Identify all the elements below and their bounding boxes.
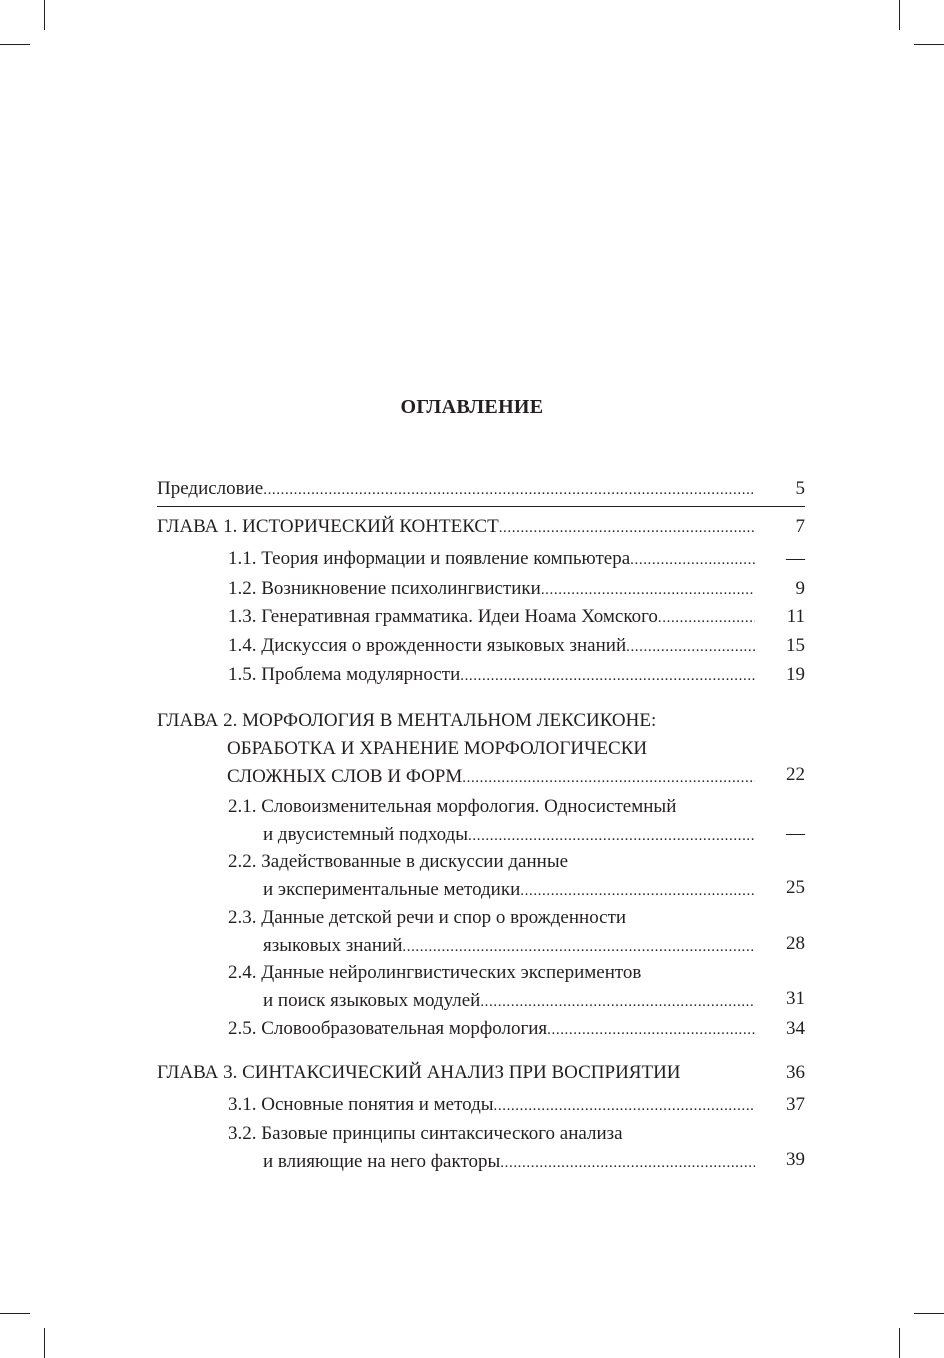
crop-mark (914, 1313, 944, 1314)
leader-dots (630, 546, 755, 573)
toc-entry-text: 2.1. Словоизменительная морфология. Односистемный (228, 796, 677, 817)
leader-dots (462, 764, 755, 791)
page-number: 28 (786, 933, 805, 954)
page-number: 36 (786, 1062, 805, 1083)
toc-entry-section[interactable] (228, 603, 755, 631)
page-number: 15 (786, 635, 805, 656)
crop-mark (0, 1313, 30, 1314)
toc-entry-section[interactable] (228, 904, 755, 960)
toc-entry-section[interactable] (228, 793, 755, 849)
toc-entry-section[interactable] (228, 1120, 755, 1176)
toc-entry-chapter[interactable] (157, 1059, 767, 1087)
toc-entry-section[interactable] (228, 575, 755, 603)
toc-entry-text: ГЛАВА 2. МОРФОЛОГИЯ В МЕНТАЛЬНОМ ЛЕКСИКОНЕ: (157, 710, 657, 731)
leader-dots (547, 1016, 755, 1043)
crop-mark (914, 44, 944, 45)
toc-entry-section[interactable] (228, 1015, 755, 1043)
page-number: — (786, 823, 805, 844)
page-title: ОГЛАВЛЕНИЕ (400, 396, 544, 418)
toc-entry-text: 1.5. Проблема модулярности (228, 664, 461, 685)
crop-mark (899, 1328, 900, 1358)
leader-dots (468, 822, 755, 849)
leader-dots (402, 933, 755, 960)
toc-entry-text: 2.4. Данные нейролингвистических экспериментов (228, 962, 642, 983)
toc-entry-text: 1.3. Генеративная грамматика. Идеи Ноама Хомского (228, 606, 658, 627)
toc-entry-text: СЛОЖНЫХ СЛОВ И ФОРМ (227, 766, 463, 787)
toc-entry-section[interactable] (228, 848, 755, 904)
toc-entry-text: и поиск языковых модулей (263, 990, 481, 1011)
crop-mark (44, 1328, 45, 1358)
toc-entry-text: и двусистемный подходы (263, 824, 469, 845)
toc-entry-text: ГЛАВА 3. СИНТАКСИЧЕСКИЙ АНАЛИЗ ПРИ ВОСПРИЯТИИ (157, 1062, 681, 1083)
crop-mark (44, 0, 45, 30)
toc-entry-text: Предисловие (157, 478, 264, 499)
leader-dots (541, 576, 755, 603)
leader-dots (500, 1149, 755, 1176)
leader-dots (658, 604, 755, 631)
page-number: 9 (795, 578, 805, 599)
toc-entry-text: 1.2. Возникновение психолингвистики (228, 578, 541, 599)
page-number: — (786, 548, 805, 569)
page-number: 5 (795, 478, 805, 499)
page-number: 37 (786, 1094, 805, 1115)
leader-dots (499, 514, 755, 541)
page-number: 11 (786, 606, 805, 627)
leader-dots (626, 633, 755, 660)
toc-entry-text: 1.4. Дискуссия о врожденности языковых знаний (228, 635, 627, 656)
toc-entry-text: ОБРАБОТКА И ХРАНЕНИЕ МОРФОЛОГИЧЕСКИ (227, 738, 648, 759)
toc-entry-text: 3.2. Базовые принципы синтаксического анализа (228, 1123, 623, 1144)
crop-mark (0, 44, 30, 45)
page-number: 39 (786, 1149, 805, 1170)
leader-dots (480, 988, 755, 1015)
crop-mark (899, 0, 900, 30)
leader-dots (520, 877, 755, 904)
page-number: 22 (786, 764, 805, 785)
toc-entry-text: и влияющие на него факторы (263, 1151, 501, 1172)
divider (157, 506, 805, 507)
toc-entry-preface[interactable] (157, 475, 755, 503)
toc-entry-text: языковых знаний (263, 935, 403, 956)
leader-dots (460, 662, 755, 689)
toc-entry-text: 2.3. Данные детской речи и спор о врожденности (228, 907, 627, 928)
page-number: 7 (795, 516, 805, 537)
toc-entry-chapter[interactable] (157, 513, 755, 541)
toc-entry-text: 1.1. Теория информации и появление компьютера (228, 548, 631, 569)
page-number: 34 (786, 1018, 805, 1039)
toc-entry-text: 2.5. Словообразовательная морфология (228, 1018, 548, 1039)
toc-entry-text: 3.1. Основные понятия и методы (228, 1094, 494, 1115)
toc-entry-text: 2.2. Задействованные в дискуссии данные (228, 851, 569, 872)
toc-entry-section[interactable] (228, 959, 755, 1015)
toc-entry-chapter[interactable] (157, 707, 755, 791)
toc-entry-section[interactable] (228, 661, 755, 689)
page-number: 19 (786, 664, 805, 685)
toc-entry-section[interactable] (228, 632, 755, 660)
toc-entry-text: и экспериментальные методики (263, 879, 521, 900)
page-number: 25 (786, 877, 805, 898)
page-number: 31 (786, 988, 805, 1009)
toc-entry-section[interactable] (228, 545, 755, 573)
toc-entry-text: ГЛАВА 1. ИСТОРИЧЕСКИЙ КОНТЕКСТ (157, 516, 499, 537)
leader-dots (494, 1092, 755, 1119)
toc-entry-section[interactable] (228, 1091, 755, 1119)
leader-dots (263, 476, 755, 503)
